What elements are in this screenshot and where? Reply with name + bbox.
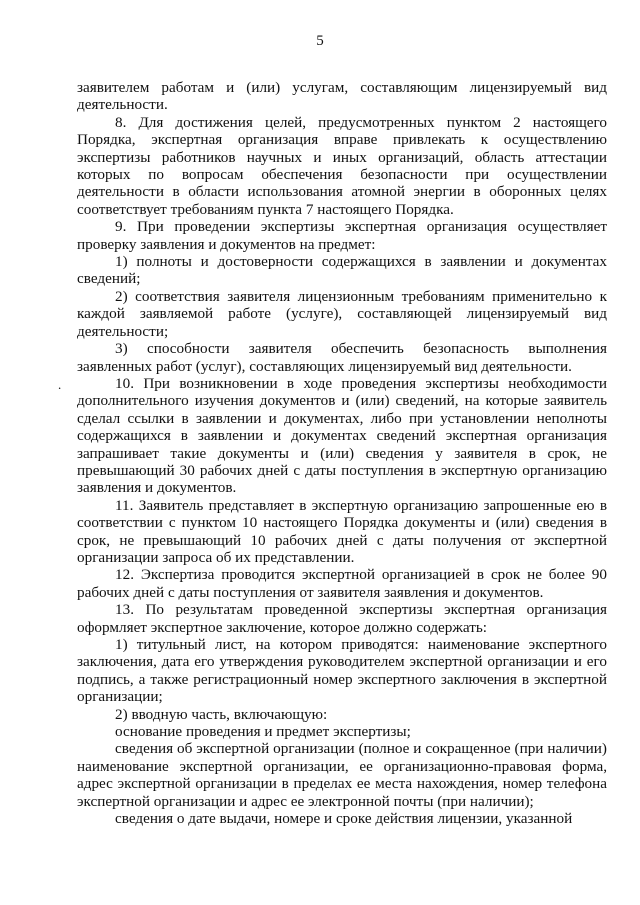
- paragraph: основание проведения и предмет экспертизы;: [115, 723, 411, 741]
- paragraph: 11. Заявитель представляет в экспертную организацию запрошенные ею в соответствии с пунктом 10 настоящего Порядка документы и (или) сведения в срок, не превышающий 10 рабочих дней с даты получения от экспертной организации запроса об их представлении.: [77, 496, 607, 566]
- paragraph: 12. Экспертиза проводится экспертной организацией в срок не более 90 рабочих дней с даты поступления от заявителя заявления и документов.: [77, 566, 607, 601]
- paragraph: сведения об экспертной организации (полное и сокращенное (при наличии) наименование экспертной организации, ее организационно-правовая форма, адрес экспертной организации в пределах ее места нахождения, номер телефона экспертной организации и адрес ее электронной почты (при наличии);: [77, 740, 607, 810]
- paragraph: 1) полноты и достоверности содержащихся в заявлении и документах сведений;: [77, 253, 607, 288]
- paragraph: 13. По результатам проведенной экспертизы экспертная организация оформляет экспертное заключение, которое должно содержать:: [77, 601, 607, 636]
- paragraph: 9. При проведении экспертизы экспертная организация осуществляет проверку заявления и документов на предмет:: [77, 218, 607, 253]
- paragraph: 10. При возникновении в ходе проведения экспертизы необходимости дополнительного изучения документов и (или) сведений, на которые заявитель сделал ссылки в заявлении и документах, либо при установлении неполноты содержащихся в заявлении и документах сведений экспертная организация запрашивает такие документы и (или) сведения у заявителя в срок, не превышающий 30 рабочих дней с даты поступления в экспертную организацию заявления и документов.: [77, 374, 607, 497]
- page-number: 5: [316, 33, 324, 49]
- paragraph: 3) способности заявителя обеспечить безопасность выполнения заявленных работ (услуг), составляющих лицензируемый вид деятельности.: [77, 340, 607, 375]
- paragraph: 2) вводную часть, включающую:: [115, 705, 328, 723]
- paragraph: заявителем работам и (или) услугам, составляющим лицензируемый вид деятельности.: [77, 79, 607, 114]
- paragraph: 1) титульный лист, на котором приводятся: наименование экспертного заключения, дата его утверждения руководителем экспертной организации и его подпись, а также регистрационный номер экспертного заключения в экспертной организации;: [77, 636, 607, 706]
- document-body: [77, 79, 607, 827]
- paragraph: 2) соответствия заявителя лицензионным требованиям применительно к каждой заявляемой работе (услуге), составляющей лицензируемый вид деятельности;: [77, 287, 607, 340]
- paragraph: 8. Для достижения целей, предусмотренных пунктом 2 настоящего Порядка, экспертная организация вправе привлекать к осуществлению экспертизы работников научных и иных организаций, область аттестации которых по вопросам обеспечения безопасности при осуществлении деятельности в области использования атомной энергии в оборонных целях соответствует требованиям пункта 7 настоящего Порядка.: [77, 113, 607, 218]
- margin-mark: .: [58, 377, 62, 392]
- paragraph: сведения о дате выдачи, номере и сроке действия лицензии, указанной: [115, 810, 573, 828]
